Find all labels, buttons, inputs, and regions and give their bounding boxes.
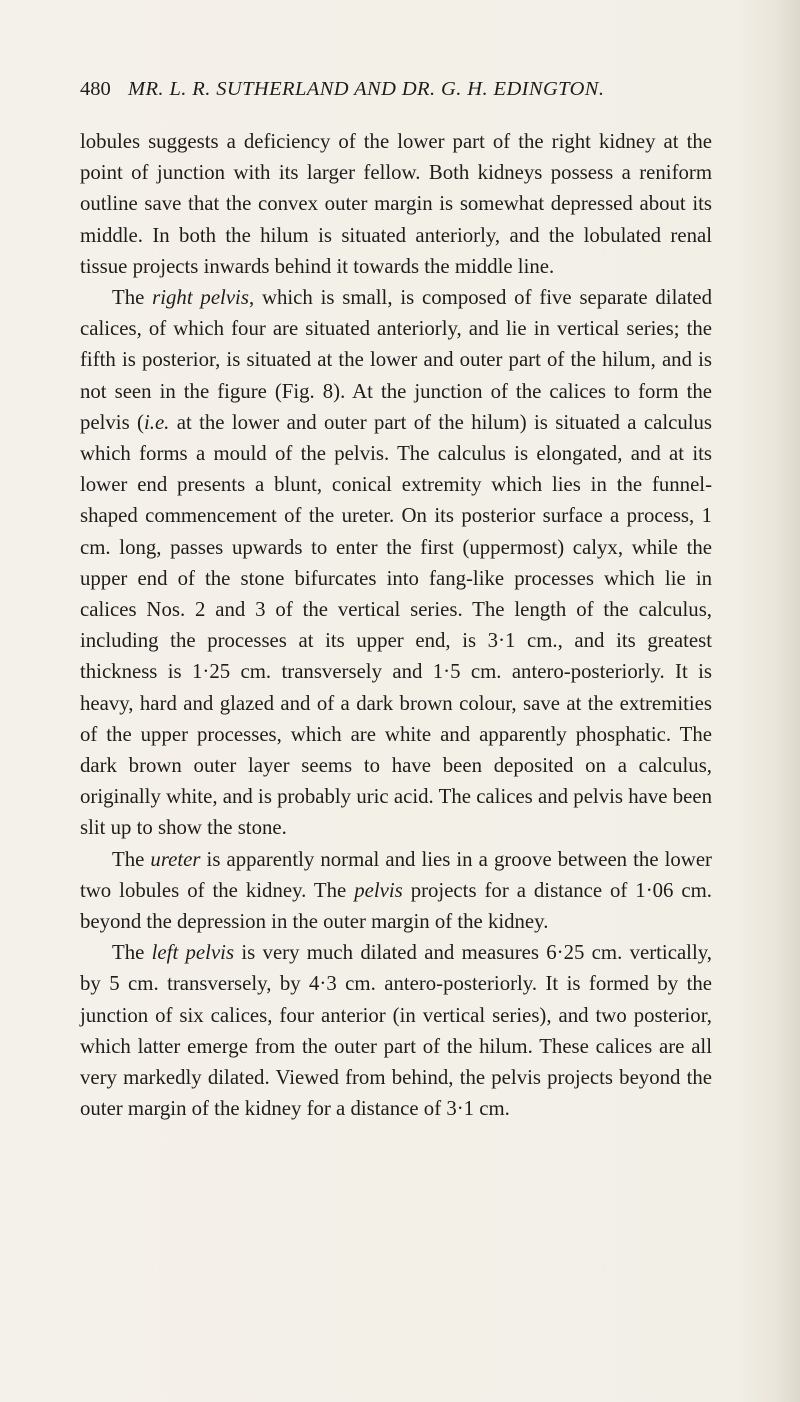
text-segment: is very much dilated and measures 6·25 cm. vertically, by 5 cm. transversely, by 4·3 cm. antero-posteriorly. It is formed by the junction of six calices, four anterior (in vertical series), and two posterior, which latter emerge from the outer part of the hilum. These calices are all very markedly dilated. Viewed from behind, the pelvis projects beyond the outer margin of the kidney for a distance of 3·1 cm. xyxy=(80,941,712,1121)
text-segment: The xyxy=(112,847,151,871)
paragraph-1 xyxy=(80,126,712,282)
text-segment: , which is small, is composed of five separate dilated calices, of which four are situated anteriorly, and lie in vertical series; the fifth is posterior, is situated at the lower and outer part of the hilum, and is not seen in the figure (Fig. 8). At the junction of the calices to form the pelvis ( xyxy=(80,286,712,434)
text-segment: lobules suggests a deficiency of the lower part of the right kidney at the point of junction with its larger fellow. Both kidneys possess a reniform outline save that the convex outer margin is somewhat depressed about its middle. In both the hilum is situated anteriorly, and the lobulated renal tissue projects inwards behind it towards the middle line. xyxy=(80,130,712,278)
term-pelvis: pelvis xyxy=(354,878,403,902)
body-text xyxy=(80,126,712,1125)
text-segment: The xyxy=(112,286,153,310)
paragraph-left-pelvis xyxy=(80,937,712,1124)
paragraph-right-pelvis xyxy=(80,282,712,844)
running-header xyxy=(80,78,710,110)
text-segment: is apparently normal and lies in a groove between the lower two lobules of the kidney. The xyxy=(80,847,712,902)
term-ie: i.e. xyxy=(143,410,170,434)
term-left-pelvis: left pelvis xyxy=(151,941,235,965)
term-right-pelvis: right pelvis xyxy=(152,286,249,310)
term-ureter: ureter xyxy=(150,847,201,871)
text-segment: The xyxy=(112,941,152,965)
text-segment: projects for a distance of 1·06 cm. beyond the depression in the outer margin of the kidney. xyxy=(80,878,712,934)
text-segment: at the lower and outer part of the hilum) is situated a calculus which forms a mould of the pelvis. The calculus is elongated, and at its lower end presents a blunt, conical extremity which lies in the funnel-shaped commencement of the ureter. On its posterior surface a process, 1 cm. long, passes upwards to enter the first (uppermost) calyx, while the upper end of the stone bifurcates into fang-like processes which lie in calices Nos. 2 and 3 of the vertical series. The length of the calculus, including the processes at its upper end, is 3·1 cm., and its greatest thickness is 1·25 cm. transversely and 1·5 cm. antero-posteriorly. It is heavy, hard and glazed and of a dark brown colour, save at the extremities of the upper processes, which are white and apparently phosphatic. The dark brown outer layer seems to have been deposited on a calculus, originally white, and is probably uric acid. The calices and pelvis have been slit up to show the stone. xyxy=(80,410,712,840)
paragraph-ureter xyxy=(80,844,712,938)
running-title: MR. L. R. SUTHERLAND AND DR. G. H. EDINGTON. xyxy=(128,78,605,100)
page-number: 480 xyxy=(80,78,111,100)
